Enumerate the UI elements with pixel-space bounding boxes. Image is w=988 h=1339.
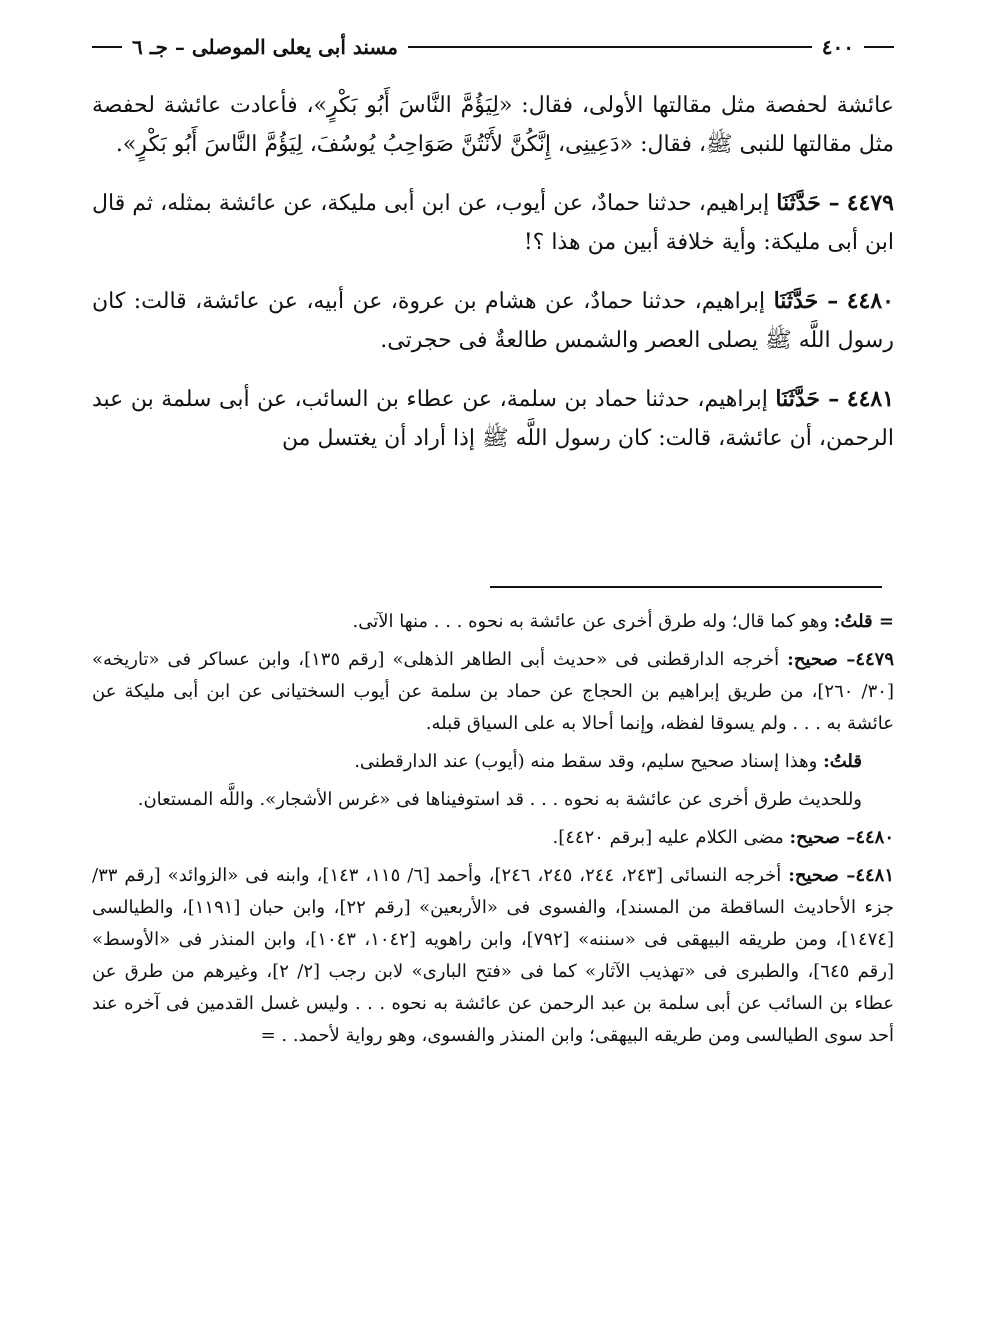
footnotes <box>92 606 894 1058</box>
hadith-4479 <box>92 184 894 262</box>
hadith-4481 <box>92 380 894 458</box>
hadith-text: إبراهيم، حدثنا حمادٌ، عن أيوب، عن ابن أبى مليكة، عن عائشة بمثله، ثم قال ابن أبى مليكة: وأية خلافة أبين من هذا ؟! <box>92 191 894 255</box>
header-dash <box>92 46 122 48</box>
footnote-text: أخرجه الدارقطنى فى «حديث أبى الطاهر الذهلى» [رقم ١٣٥]، وابن عساكر فى «تاريخه» [٣٠/ ٢٦٠]، من طريق إبراهيم بن الحجاج عن حماد بن سلمة عن أيوب السختيانى عن ابن أبى مليكة عن عائشة به . . . ولم يسوقا لفظه، وإنما أحالا به على السياق قبله. <box>92 649 894 734</box>
header-rule <box>408 46 812 48</box>
page-number-group <box>822 35 894 59</box>
footnote-label: قلتُ: <box>823 751 862 772</box>
footnote-text: وهو كما قال؛ وله طرق أخرى عن عائشة به نحوه . . . منها الآتى. <box>352 611 829 632</box>
page-header <box>92 30 894 64</box>
hadith-text: إبراهيم، حدثنا حمادٌ، عن هشام بن عروة، عن أبيه، عن عائشة، قالت: كان رسول اللَّه ﷺ يصلى العصر والشمس طالعةٌ فى حجرتى. <box>92 289 894 353</box>
footnote-text: مضى الكلام عليه [برقم ٤٤٢٠]. <box>552 827 784 848</box>
footnote-4479 <box>92 644 894 740</box>
footnote-separator <box>490 586 882 588</box>
main-text <box>92 86 894 478</box>
running-title-group <box>92 35 398 59</box>
footnote-remark-2: وللحديث طرق أخرى عن عائشة به نحوه . . . قد استوفيناها فى «غرس الأشجار». واللَّه المستعان. <box>137 789 862 810</box>
footnote-4481 <box>92 860 894 1052</box>
footnote-label: ٤٤٨١– صحيح: <box>788 865 895 886</box>
paragraph-continuation: عائشة لحفصة مثل مقالتها الأولى، فقال: «لِيَؤُمَّ النَّاسَ أَبُو بَكْرٍ»، فأعادت عائشة لحفصة مثل مقالتها للنبى ﷺ، فقال: «دَعِينِى، إِنَّكُنَّ لأَنْتُنَّ صَوَاحِبُ يُوسُفَ، لِيَؤُمَّ النَّاسَ أَبُو بَكْرٍ». <box>92 93 894 157</box>
footnote-text: وهذا إسناد صحيح سليم، وقد سقط منه (أيوب) عند الدارقطنى. <box>354 751 818 772</box>
footnote-label: ٤٤٧٩– صحيح: <box>787 649 894 670</box>
hadith-number: ٤٤٨٠ <box>846 288 894 314</box>
footnote-4480 <box>92 822 894 854</box>
hadith-4480 <box>92 282 894 360</box>
hadith-lead: – حَدَّثَنَا <box>773 288 839 314</box>
footnote-label: = قلتُ: <box>833 611 894 632</box>
footnote-label: ٤٤٨٠– صحيح: <box>789 827 894 848</box>
page-number: ٤٠٠ <box>821 35 854 59</box>
footnote-continuation <box>92 606 894 638</box>
footnote-remark <box>92 746 894 778</box>
hadith-lead: – حَدَّثَنَا <box>775 386 840 412</box>
hadith-number: ٤٤٧٩ <box>846 190 894 216</box>
hadith-number: ٤٤٨١ <box>846 386 895 412</box>
running-title: مسند أبى يعلى الموصلى – جـ ٦ <box>132 35 398 59</box>
hadith-lead: – حَدَّثَنَا <box>776 190 840 216</box>
footnote-text: أخرجه النسائى [٢٤٣، ٢٤٤، ٢٤٥، ٢٤٦]، وأحمد [٦/ ١١٥، ١٤٣]، وابنه فى «الزوائد» [رقم ٣٣/ جزء الأحاديث الساقطة من المسند]، والفسوى فى «الأربعين» [رقم ٢٢]، وابن حبان [١١٩١]، والطيالسى [١٤٧٤]، ومن طريقه البيهقى فى «سننه» [٧٩٢]، وابن راهويه [١٠٤٢، ١٠٤٣]، وابن المنذر فى «الأوسط» [رقم ٦٤٥]، والطبرى فى «تهذيب الآثار» كما فى «فتح البارى» لابن رجب [٢/ ٢]، وغيرهم من طرق عن عطاء بن السائب عن أبى سلمة بن عبد الرحمن عن عائشة به نحوه . . . وليس غسل القدمين فى آخره عند أحد سوى الطيالسى ومن طريقه البيهقى؛ وابن المنذر والفسوى، وهو رواية لأحمد. . = <box>92 865 894 1046</box>
hadith-text: إبراهيم، حدثنا حماد بن سلمة، عن عطاء بن السائب، عن أبى سلمة بن عبد الرحمن، أن عائشة، قالت: كان رسول اللَّه ﷺ إذا أراد أن يغتسل من <box>92 387 894 451</box>
header-dash <box>864 46 894 48</box>
